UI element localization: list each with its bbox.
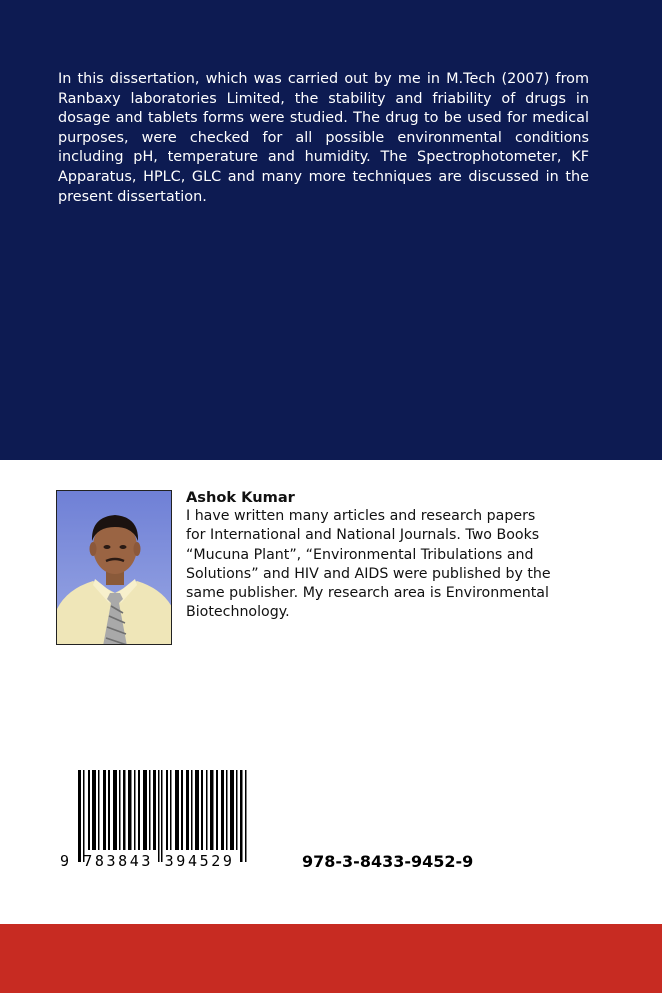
author-photo <box>56 490 172 645</box>
author-portrait-image <box>57 491 172 645</box>
blurb-text: In this dissertation, which was carried out by me in M.Tech (2007) from Ranbaxy laboratories Limited, the stability and friability of drugs in dosage and tablets forms were studied. The drug to be used for medical purposes, were checked for all possible environmental conditions including pH, temperature and humidity. The Spectrophotometer, KF Apparatus, HPLC, GLC and many more techniques are discussed in the present dissertation. <box>58 71 589 205</box>
barcode-digits: 9 783843 394529 <box>60 852 235 870</box>
author-bio: I have written many articles and research papers for International and National Journals. Two Books “Mucuna Plant”, “Environmental Tribulations and Solutions” and HIV and AIDS were published by the same publisher. My research area is Environmental Biotechnology. <box>186 508 551 621</box>
bottom-color-band <box>0 924 662 993</box>
author-name: Ashok Kumar <box>186 489 295 506</box>
isbn-number: 978-3-8433-9452-9 <box>302 852 474 871</box>
top-panel <box>0 0 662 460</box>
